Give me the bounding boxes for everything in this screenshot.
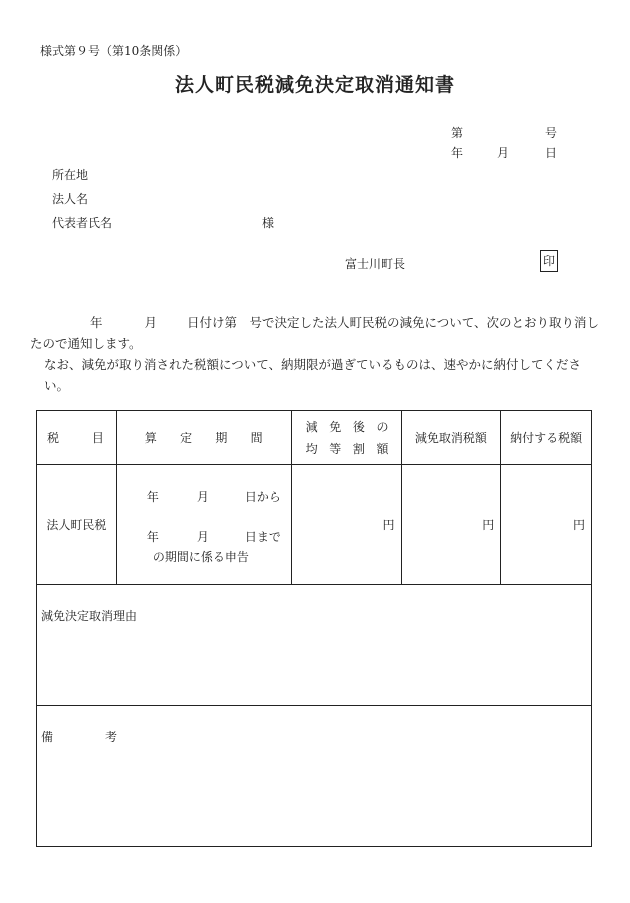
page-title: 法人町民税減免決定取消通知書 — [174, 74, 455, 96]
header-tax-item: 税 目 — [37, 411, 117, 465]
period-cell: 年 月 日から 年 月 日まで の期間に係る申告 — [116, 465, 291, 585]
corp-name-label: 法人名 — [52, 192, 89, 206]
body-line-3: なお、減免が取り消された税額について、納期限が過ぎているものは、速やかに納付してください。 — [44, 357, 582, 393]
date-year: 年 — [451, 146, 464, 160]
remarks-label: 備 考 — [41, 730, 118, 744]
honorific: 様 — [262, 216, 275, 230]
remarks-row — [37, 706, 592, 847]
representative-label: 代表者氏名 — [52, 216, 113, 230]
date-day: 日 — [545, 146, 558, 160]
payable-amount-value: 円 — [501, 465, 592, 585]
table-header-row — [37, 411, 592, 465]
issuer-name: 富士川町長 — [345, 257, 406, 271]
body-line-2: たので通知します。 — [30, 336, 142, 351]
number-prefix: 第 — [451, 126, 464, 140]
header-cancelled-amount: 減免取消税額 — [401, 411, 501, 465]
address-label: 所在地 — [52, 168, 89, 182]
header-after-reduction: 減 免 後 の 均 等 割 額 — [291, 411, 401, 465]
reason-label: 減免決定取消理由 — [41, 609, 138, 623]
table-row — [37, 465, 592, 585]
body-line-1: 年 月 日付け第 号で決定した法人町民税の減免について、次のとおり取り消し — [90, 315, 600, 330]
remarks-cell — [37, 706, 592, 847]
tax-item-value: 法人町民税 — [37, 465, 117, 585]
tax-table — [36, 410, 592, 847]
number-suffix: 号 — [545, 126, 558, 140]
form-id: 様式第９号（第10条関係） — [40, 44, 188, 58]
notice-body — [30, 312, 605, 396]
cancelled-amount-value: 円 — [401, 465, 501, 585]
after-reduction-value: 円 — [291, 465, 401, 585]
header-payable-amount: 納付する税額 — [501, 411, 592, 465]
date-month: 月 — [497, 146, 510, 160]
header-period: 算 定 期 間 — [116, 411, 291, 465]
seal-mark: 印 — [540, 250, 558, 272]
reason-cell — [37, 585, 592, 706]
reason-row — [37, 585, 592, 706]
